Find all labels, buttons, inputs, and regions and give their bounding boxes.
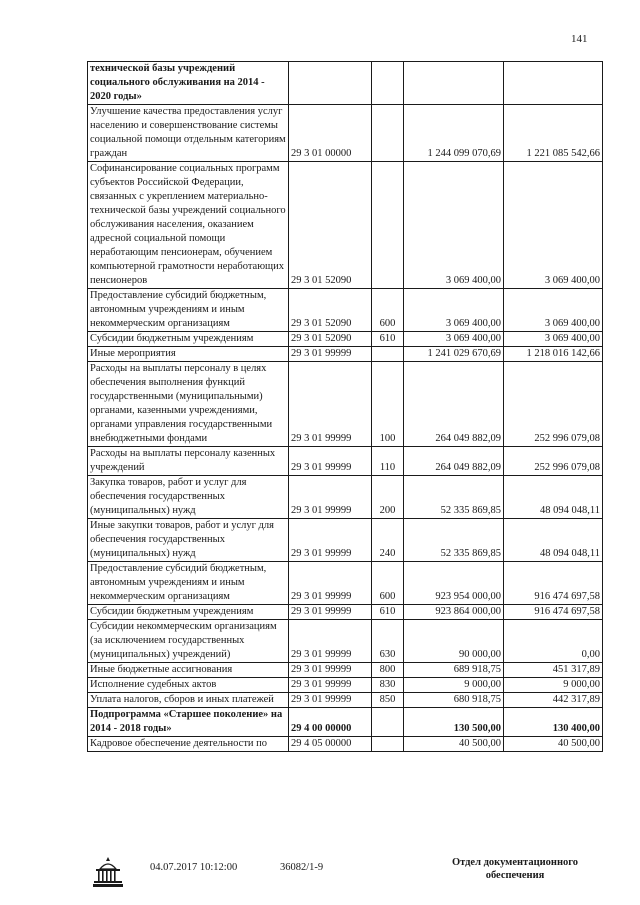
footer-datetime: 04.07.2017 10:12:00 <box>150 862 238 873</box>
row-name-cell: Иные мероприятия <box>88 347 289 362</box>
row-type-cell: 240 <box>372 519 404 562</box>
row-type-cell <box>372 347 404 362</box>
row-sum-2016-cell: 3 069 400,00 <box>404 289 504 332</box>
row-code-cell: 29 3 01 99999 <box>289 678 372 693</box>
table-row <box>88 332 603 347</box>
row-type-cell: 600 <box>372 562 404 605</box>
table-row <box>88 663 603 678</box>
row-sum-2017-cell <box>504 62 603 105</box>
row-type-cell <box>372 62 404 105</box>
row-code-cell: 29 3 01 52090 <box>289 289 372 332</box>
row-sum-2016-cell: 52 335 869,85 <box>404 519 504 562</box>
row-code-cell: 29 3 01 99999 <box>289 605 372 620</box>
row-code-cell: 29 3 01 99999 <box>289 693 372 708</box>
row-type-cell: 800 <box>372 663 404 678</box>
row-name-cell: Подпрограмма «Старшее поколение» на 2014 - 2018 годы» <box>88 708 289 737</box>
row-type-cell: 610 <box>372 332 404 347</box>
row-name-cell: Субсидии бюджетным учреждениям <box>88 605 289 620</box>
row-sum-2017-cell: 252 996 079,08 <box>504 362 603 447</box>
row-name-cell: Субсидии некоммерческим организациям (за исключением государственных (муниципальных) учреждений) <box>88 620 289 663</box>
table-row <box>88 347 603 362</box>
row-name-cell: Иные бюджетные ассигнования <box>88 663 289 678</box>
row-type-cell: 850 <box>372 693 404 708</box>
row-sum-2017-cell: 130 400,00 <box>504 708 603 737</box>
row-code-cell: 29 4 05 00000 <box>289 737 372 752</box>
row-sum-2016-cell: 3 069 400,00 <box>404 162 504 289</box>
row-sum-2017-cell: 0,00 <box>504 620 603 663</box>
table-row <box>88 562 603 605</box>
row-code-cell: 29 3 01 52090 <box>289 332 372 347</box>
footer-reg-number: 36082/1-9 <box>280 862 324 873</box>
row-code-cell: 29 3 01 99999 <box>289 519 372 562</box>
page-number: 141 <box>571 33 588 45</box>
row-sum-2016-cell: 264 049 882,09 <box>404 362 504 447</box>
row-sum-2017-cell: 3 069 400,00 <box>504 332 603 347</box>
row-name-cell: Предоставление субсидий бюджетным, автономным учреждениям и иным некоммерческим организациям <box>88 562 289 605</box>
row-code-cell: 29 3 01 99999 <box>289 663 372 678</box>
budget-table <box>87 61 603 752</box>
footer-department: Отдел документационного обеспечения <box>451 857 579 881</box>
row-type-cell: 630 <box>372 620 404 663</box>
row-type-cell: 830 <box>372 678 404 693</box>
row-name-cell: Кадровое обеспечение деятельности по <box>88 737 289 752</box>
row-code-cell: 29 3 01 52090 <box>289 162 372 289</box>
row-code-cell: 29 3 01 99999 <box>289 620 372 663</box>
row-sum-2016-cell: 264 049 882,09 <box>404 447 504 476</box>
row-sum-2016-cell: 3 069 400,00 <box>404 332 504 347</box>
row-type-cell <box>372 162 404 289</box>
row-name-cell: Иные закупки товаров, работ и услуг для обеспечения государственных (муниципальных) нужд <box>88 519 289 562</box>
row-code-cell: 29 3 01 99999 <box>289 562 372 605</box>
row-sum-2016-cell: 1 244 099 070,69 <box>404 105 504 162</box>
row-sum-2017-cell: 9 000,00 <box>504 678 603 693</box>
table-row <box>88 447 603 476</box>
table-row <box>88 620 603 663</box>
row-type-cell <box>372 737 404 752</box>
row-code-cell: 29 3 01 99999 <box>289 362 372 447</box>
row-type-cell: 100 <box>372 362 404 447</box>
row-type-cell: 600 <box>372 289 404 332</box>
row-sum-2016-cell: 680 918,75 <box>404 693 504 708</box>
table-row <box>88 289 603 332</box>
row-name-cell: Улучшение качества предоставления услуг населению и совершенствование системы социальной помощи отдельным категориям граждан <box>88 105 289 162</box>
table-row <box>88 519 603 562</box>
row-code-cell: 29 4 00 00000 <box>289 708 372 737</box>
row-sum-2017-cell: 1 218 016 142,66 <box>504 347 603 362</box>
table-row <box>88 678 603 693</box>
table-row <box>88 737 603 752</box>
row-sum-2016-cell <box>404 62 504 105</box>
row-sum-2017-cell: 451 317,89 <box>504 663 603 678</box>
row-code-cell: 29 3 01 99999 <box>289 476 372 519</box>
row-name-cell: Исполнение судебных актов <box>88 678 289 693</box>
row-name-cell: Софинансирование социальных программ субъектов Российской Федерации, связанных с укреплением материально-технической базы учреждений социального обслуживания населения, оказанием адресной социальной помощи неработающим пенсионерам, обучением компьютерной грамотности неработающих пенсионеров <box>88 162 289 289</box>
row-sum-2017-cell: 916 474 697,58 <box>504 562 603 605</box>
row-sum-2016-cell: 52 335 869,85 <box>404 476 504 519</box>
row-sum-2017-cell: 3 069 400,00 <box>504 162 603 289</box>
table-row <box>88 605 603 620</box>
table-row <box>88 62 603 105</box>
row-code-cell: 29 3 01 99999 <box>289 347 372 362</box>
row-code-cell <box>289 62 372 105</box>
row-name-cell: Уплата налогов, сборов и иных платежей <box>88 693 289 708</box>
row-code-cell: 29 3 01 00000 <box>289 105 372 162</box>
row-sum-2017-cell: 252 996 079,08 <box>504 447 603 476</box>
row-type-cell <box>372 708 404 737</box>
row-sum-2017-cell: 3 069 400,00 <box>504 289 603 332</box>
row-code-cell: 29 3 01 99999 <box>289 447 372 476</box>
row-type-cell: 610 <box>372 605 404 620</box>
row-sum-2016-cell: 130 500,00 <box>404 708 504 737</box>
table-row <box>88 693 603 708</box>
row-sum-2017-cell: 442 317,89 <box>504 693 603 708</box>
table-row <box>88 362 603 447</box>
table-row <box>88 162 603 289</box>
table-row <box>88 708 603 737</box>
row-sum-2017-cell: 916 474 697,58 <box>504 605 603 620</box>
row-sum-2016-cell: 689 918,75 <box>404 663 504 678</box>
row-name-cell: Расходы на выплаты персоналу казенных учреждений <box>88 447 289 476</box>
row-sum-2017-cell: 40 500,00 <box>504 737 603 752</box>
table-row <box>88 476 603 519</box>
row-name-cell: Расходы на выплаты персоналу в целях обеспечения выполнения функций государственными (муниципальными) органами, казенными учреждениями, органами управления государственными внебюджетными фондами <box>88 362 289 447</box>
row-name-cell: Предоставление субсидий бюджетным, автономным учреждениям и иным некоммерческим организациям <box>88 289 289 332</box>
row-sum-2017-cell: 48 094 048,11 <box>504 476 603 519</box>
row-name-cell: технической базы учреждений социального обслуживания на 2014 - 2020 годы» <box>88 62 289 105</box>
row-name-cell: Субсидии бюджетным учреждениям <box>88 332 289 347</box>
duma-building-icon <box>90 854 126 890</box>
row-sum-2016-cell: 40 500,00 <box>404 737 504 752</box>
row-type-cell <box>372 105 404 162</box>
row-sum-2017-cell: 1 221 085 542,66 <box>504 105 603 162</box>
row-sum-2016-cell: 1 241 029 670,69 <box>404 347 504 362</box>
row-sum-2017-cell: 48 094 048,11 <box>504 519 603 562</box>
row-sum-2016-cell: 9 000,00 <box>404 678 504 693</box>
budget-table-body <box>88 62 603 752</box>
table-row <box>88 105 603 162</box>
row-sum-2016-cell: 923 954 000,00 <box>404 562 504 605</box>
row-type-cell: 200 <box>372 476 404 519</box>
row-name-cell: Закупка товаров, работ и услуг для обеспечения государственных (муниципальных) нужд <box>88 476 289 519</box>
row-type-cell: 110 <box>372 447 404 476</box>
row-sum-2016-cell: 90 000,00 <box>404 620 504 663</box>
row-sum-2016-cell: 923 864 000,00 <box>404 605 504 620</box>
